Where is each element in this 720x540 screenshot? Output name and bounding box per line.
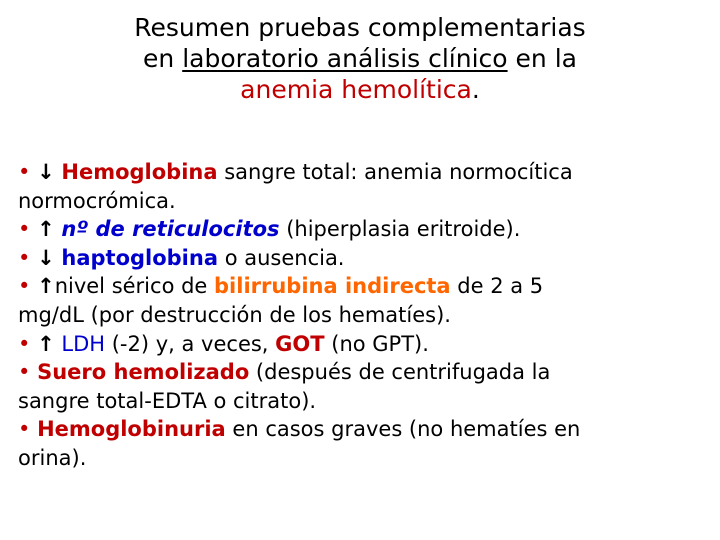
title-line-2-post: en la [507,44,577,73]
title-line-3 [0,74,720,105]
got-term: GOT [275,331,325,356]
title-red-text: anemia hemolítica [240,75,472,104]
up-arrow-icon: ↑ [37,331,55,356]
title-line-2 [0,43,720,74]
down-arrow-icon: ↓ [37,245,55,270]
hemoglobinuria-text: en casos graves (no hematíes en [225,417,581,442]
bullet-item-suero [18,358,708,387]
haptoglobina-text: o ausencia. [218,245,345,270]
slide-title [0,12,720,105]
suero-text: (después de centrifugada la [249,360,551,385]
bullet-item-hemoglobina-cont: normocrómica. [18,188,176,213]
bullet-item-ldh [18,330,708,359]
bullet-item-bilirrubina [18,272,708,301]
hemoglobina-term: Hemoglobina [61,160,218,184]
bullet-item-bilirrubina-cont: mg/dL (por destrucción de los hematíes). [18,302,451,327]
bullet-item-haptoglobina [18,244,708,273]
bilirrubina-pre: nivel sérico de [54,274,215,299]
ldh-text: (-2) y, a veces, [105,331,276,356]
bullet-icon: • [18,331,31,356]
bullet-icon: • [18,217,31,242]
up-arrow-icon: ↑ [37,217,55,242]
bullet-icon: • [18,245,31,270]
title-period: . [471,75,480,104]
reticulocitos-term: nº de reticulocitos [61,217,280,242]
title-underlined-text: laboratorio análisis clínico [182,44,508,73]
down-arrow-icon: ↓ [37,160,55,184]
haptoglobina-term: haptoglobina [61,245,219,270]
title-line-2-pre: en [143,44,183,73]
hemoglobinuria-term: Hemoglobinuria [37,417,226,442]
bullet-item-hemoglobinuria [18,415,708,444]
bullet-item-hemoglobinuria-cont: orina). [18,445,87,470]
bilirrubina-term: bilirrubina indirecta [214,274,451,299]
suero-term: Suero hemolizado [37,360,250,385]
ldh-end: (no GPT). [324,331,429,356]
bilirrubina-text: de 2 a 5 [450,274,544,299]
bullet-icon: • [18,160,31,184]
bullet-list [18,158,708,473]
up-arrow-icon: ↑ [37,274,55,299]
bullet-icon: • [18,417,31,442]
ldh-term: LDH [61,331,106,356]
bullet-icon: • [18,274,31,299]
bullet-icon: • [18,360,31,385]
bullet-item-hemoglobina [18,158,708,187]
title-line-1: Resumen pruebas complementarias [134,13,586,42]
reticulocitos-text: (hiperplasia eritroide). [279,217,521,242]
bullet-item-reticulocitos [18,215,708,244]
bullet-item-suero-cont: sangre total-EDTA o citrato). [18,388,317,413]
hemoglobina-text: sangre total: anemia normocítica [217,160,573,184]
